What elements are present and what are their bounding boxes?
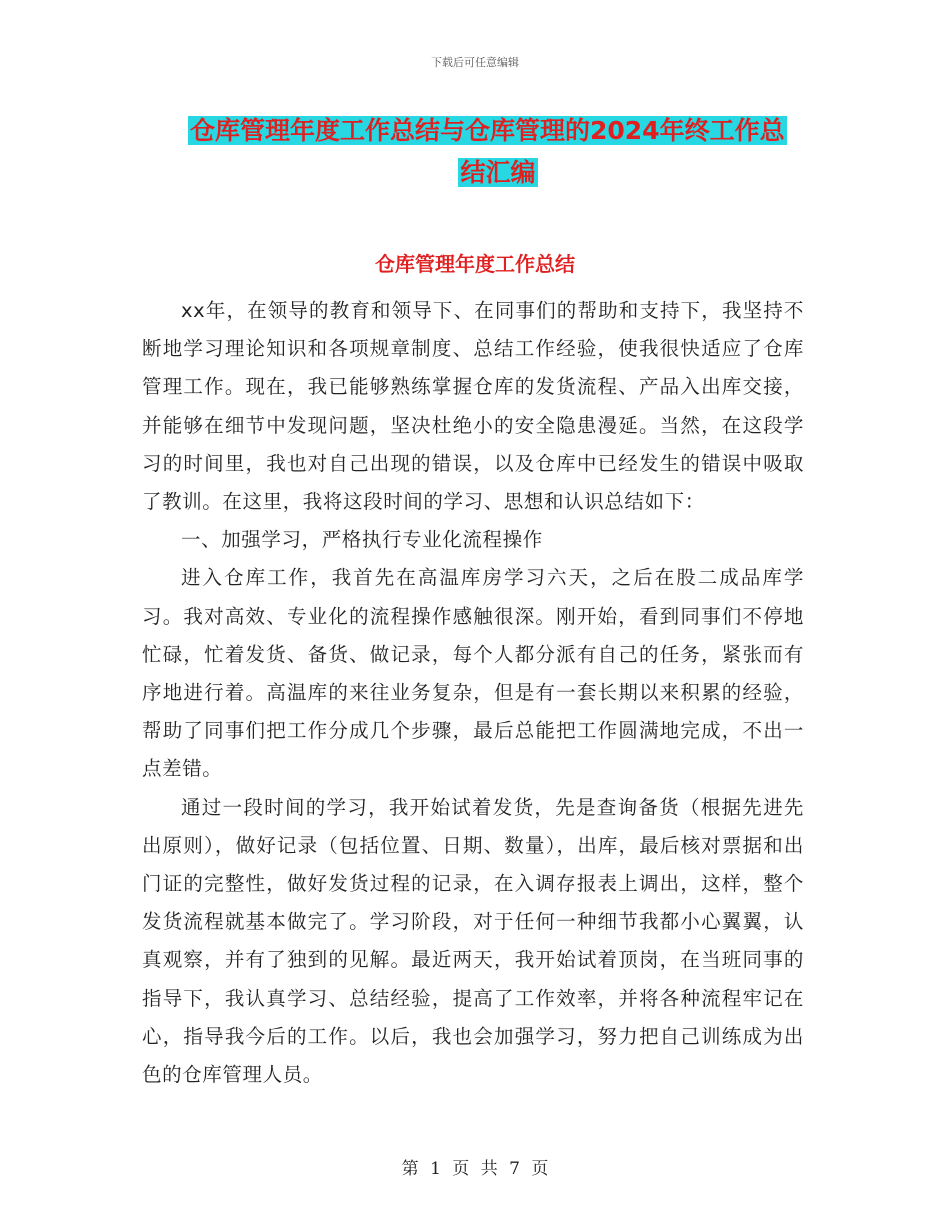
header-note: 下载后可任意编辑 — [431, 56, 519, 69]
paragraph-body-2: 通过一段时间的学习，我开始试着发货，先是查询备货（根据先进先出原则），做好记录（包括位置、日期、数量），出库，最后核对票据和出门证的完整性，做好发货过程的记录，在入调存报表上调出，这样，整个发货流程就基本做完了。学习阶段，对于任何一种细节我都小心翼翼，认真观察，并有了独到的见解。最近两天，我开始试着顶岗，在当班同事的指导下，我认真学习、总结经验，提高了工作效率，并将各种流程牢记在心，指导我今后的工作。以后，我也会加强学习，努力把自己训练成为出色的仓库管理人员。 — [142, 795, 804, 1087]
document-title-line-1: 仓库管理年度工作总结与仓库管理的2024年终工作总 — [190, 116, 785, 145]
paragraph-body-1: 进入仓库工作，我首先在高温库房学习六天，之后在股二成品库学习。我对高效、专业化的流程操作感触很深。刚开始，看到同事们不停地忙碌，忙着发货、备货、做记录，每个人都分派有自己的任务，紧张而有序地进行着。高温库的来往业务复杂，但是有一套长期以来积累的经验，帮助了同事们把工作分成几个步骤，最后总能把工作圆满地完成，不出一点差错。 — [142, 566, 804, 781]
page-indicator: 第 1 页 共 7 页 — [401, 1159, 549, 1179]
document-body — [142, 292, 804, 1094]
document-title-line-2: 结汇编 — [460, 158, 536, 187]
paragraph-intro: xx年，在领导的教育和领导下、在同事们的帮助和支持下，我坚持不断地学习理论知识和各项规章制度、总结工作经验，使我很快适应了仓库管理工作。现在，我已能够熟练掌握仓库的发货流程、产品入出库交接，并能够在细节中发现问题，坚决杜绝小的安全隐患漫延。当然，在这段学习的时间里，我也对自己出现的错误，以及仓库中已经发生的错误中吸取了教训。在这里，我将这段时间的学习、思想和认识总结如下： — [142, 299, 804, 514]
section-title: 仓库管理年度工作总结 — [375, 252, 575, 276]
paragraph-heading-1: 一、加强学习，严格执行专业化流程操作 — [181, 528, 543, 552]
document-title — [188, 110, 808, 194]
